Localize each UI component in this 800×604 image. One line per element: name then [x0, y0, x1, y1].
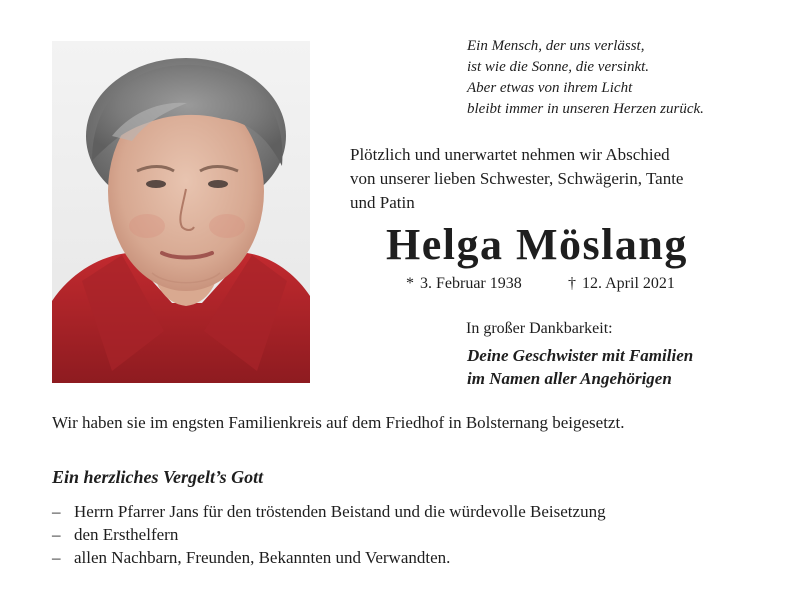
list-item [52, 523, 606, 546]
portrait-illustration [52, 41, 310, 383]
poem-line: bleibt immer in unseren Herzen zurück. [467, 101, 704, 117]
dash-bullet: – [52, 525, 61, 544]
dash-bullet: – [52, 502, 61, 521]
mourners-signature [467, 344, 693, 390]
birth-date [406, 273, 522, 295]
announcement-text [350, 143, 790, 215]
deceased-name: Helga Möslang [386, 220, 688, 269]
poem-line: Aber etwas von ihrem Licht [467, 80, 633, 96]
poem-line: ist wie die Sonne, die versinkt. [467, 59, 650, 75]
gratitude-heading: Ein herzliches Vergelt’s Gott [52, 467, 264, 487]
mourners-line: Deine Geschwister mit Familien [467, 346, 694, 365]
gratitude-list [52, 500, 606, 569]
death-cross-icon: † [568, 275, 576, 292]
list-item [52, 546, 606, 569]
announcement-line: und Patin [350, 193, 415, 212]
memorial-poem [467, 36, 787, 120]
announcement-line: Plötzlich und unerwartet nehmen wir Abschied [350, 145, 670, 164]
list-item [52, 500, 606, 523]
list-item-text: allen Nachbarn, Freunden, Bekannten und Verwandten. [74, 548, 451, 567]
birth-star-icon: * [406, 275, 414, 292]
death-date [568, 273, 675, 295]
mourners-line: im Namen aller Angehörigen [467, 369, 672, 388]
poem-line: Ein Mensch, der uns verlässt, [467, 38, 645, 54]
list-item-text: den Ersthelfern [74, 525, 179, 544]
dash-bullet: – [52, 548, 61, 567]
list-item-text: Herrn Pfarrer Jans für den tröstenden Beistand und die würdevolle Beisetzung [74, 502, 606, 521]
portrait-photo [52, 41, 310, 383]
mourners-intro: In großer Dankbarkeit: [466, 320, 613, 337]
death-date-text: 12. April 2021 [582, 275, 675, 292]
burial-note: Wir haben sie im engsten Familienkreis auf dem Friedhof in Bolsternang beigesetzt. [52, 413, 625, 432]
announcement-line: von unserer lieben Schwester, Schwägerin, Tante [350, 169, 684, 188]
birth-date-text: 3. Februar 1938 [420, 275, 522, 292]
